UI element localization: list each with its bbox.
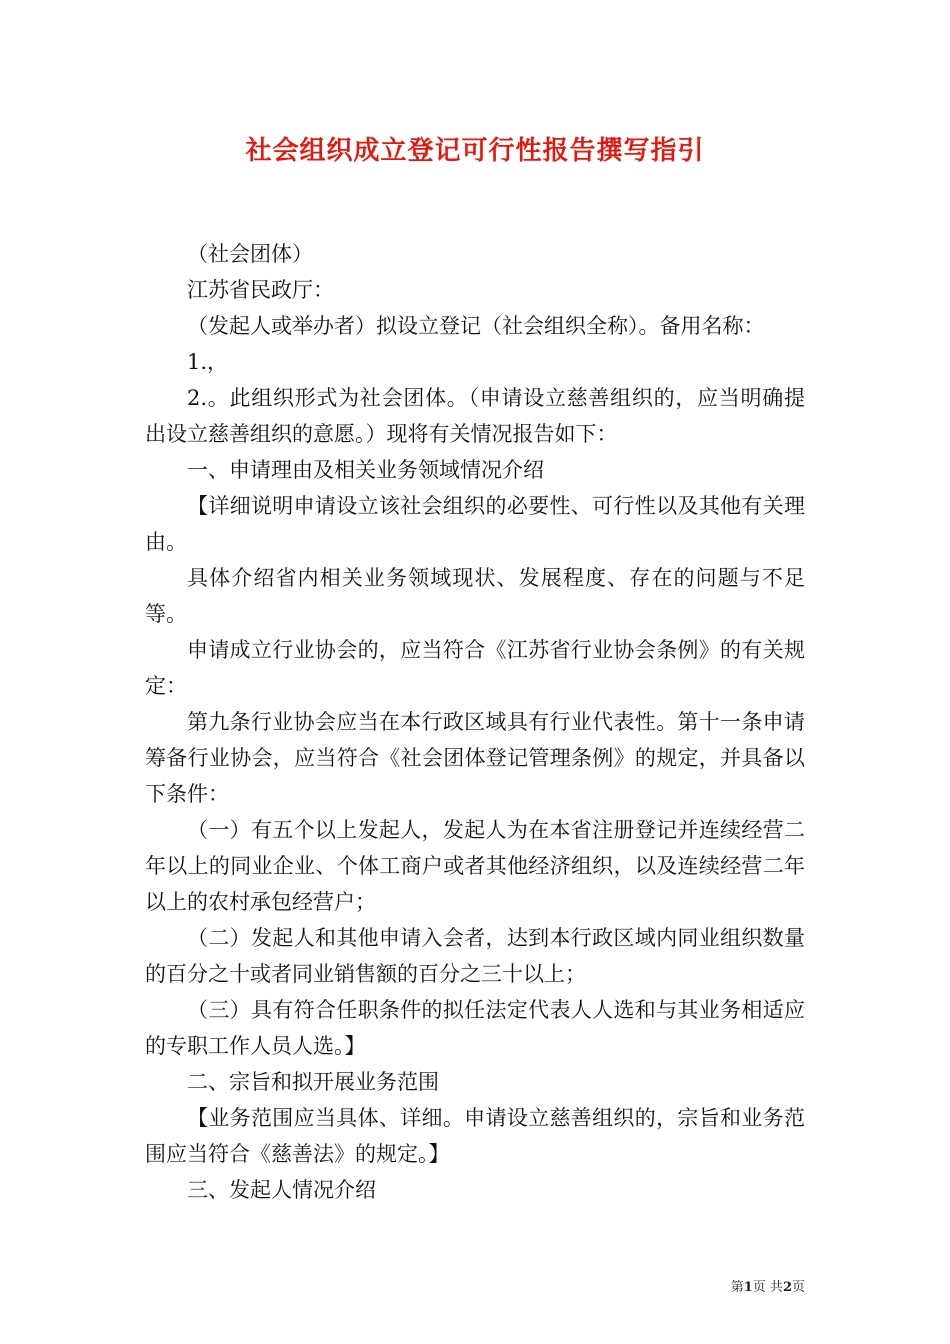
paragraph: 1.， (187, 350, 229, 374)
paragraph: 【业务范围应当具体、详细。申请设立慈善组织的，宗旨和业务范围应当符合《慈善法》的规定。】 (145, 1106, 805, 1166)
paragraph: 江苏省民政厅： (187, 278, 334, 302)
paragraph: 2.。此组织形式为社会团体。（申请设立慈善组织的，应当明确提出设立慈善组织的意愿。）现将有关情况报告如下： (145, 386, 805, 446)
document-body (145, 236, 805, 1208)
section-heading: 二、宗旨和拟开展业务范围 (187, 1070, 439, 1094)
document-title: 社会组织成立登记可行性报告撰写指引 (245, 136, 705, 166)
paragraph: 【详细说明申请设立该社会组织的必要性、可行性以及其他有关理由。 (145, 494, 805, 554)
paragraph: 申请成立行业协会的，应当符合《江苏省行业协会条例》的有关规定： (145, 638, 805, 698)
section-heading: 一、申请理由及相关业务领域情况介绍 (187, 458, 544, 482)
list-item: （三）具有符合任职条件的拟任法定代表人人选和与其业务相适应的专职工作人员人选。】 (145, 998, 805, 1058)
total-pages-number: 2 (782, 1280, 792, 1295)
footer-middle: 页 共 (752, 1280, 783, 1295)
list-item: （二）发起人和其他申请入会者，达到本行政区域内同业组织数量的百分之十或者同业销售额的百分之三十以上； (145, 926, 805, 986)
section-heading: 三、发起人情况介绍 (187, 1178, 376, 1202)
footer-suffix: 页 (791, 1280, 805, 1295)
paragraph: （发起人或举办者）拟设立登记（社会组织全称）。备用名称： (187, 314, 765, 338)
current-page-number: 1 (743, 1280, 753, 1295)
list-item: （一）有五个以上发起人，发起人为在本省注册登记并连续经营二年以上的同业企业、个体工商户或者其他经济组织，以及连续经营二年以上的农村承包经营户； (145, 818, 805, 914)
paragraph: 具体介绍省内相关业务领域现状、发展程度、存在的问题与不足等。 (145, 566, 805, 626)
paragraph: 第九条行业协会应当在本行政区域具有行业代表性。第十一条申请筹备行业协会，应当符合《社会团体登记管理条例》的规定，并具备以下条件： (145, 710, 805, 806)
paragraph: （社会团体） (187, 242, 313, 266)
page-number-footer (731, 1276, 805, 1295)
footer-prefix: 第 (730, 1280, 744, 1295)
